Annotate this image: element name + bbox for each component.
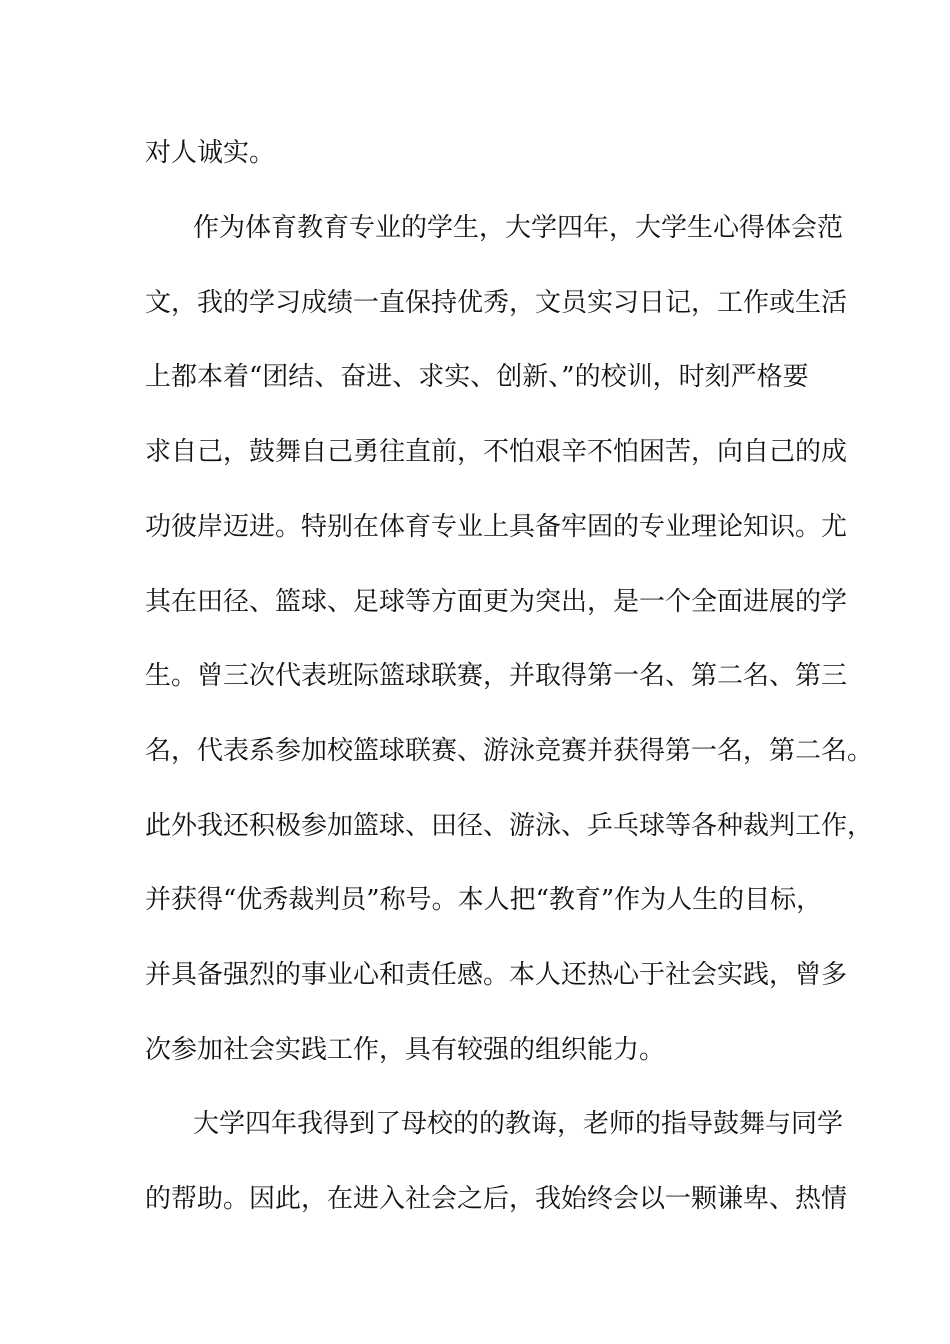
text-line: 对人诚实。 — [145, 138, 276, 168]
text-line: 名，代表系参加校篮球联赛、游泳竞赛并获得第一名，第二名。 — [145, 736, 874, 766]
text-line: 此外我还积极参加篮球、田径、游泳、乒乓球等各种裁判工作， — [145, 811, 874, 841]
paragraph-start-line: 大学四年我得到了母校的的教诲，老师的指导鼓舞与同学 — [193, 1109, 844, 1139]
paragraph-start-line: 作为体育教育专业的学生，大学四年，大学生心得体会范 — [193, 213, 844, 243]
text-line: 并获得“优秀裁判员”称号。本人把“教育”作为人生的目标， — [145, 885, 823, 915]
text-line: 次参加社会实践工作，具有较强的组织能力。 — [145, 1035, 666, 1065]
text-line: 其在田径、篮球、足球等方面更为突出，是一个全面进展的学 — [145, 587, 848, 617]
text-line: 的帮助。因此，在进入社会之后，我始终会以一颗谦卑、热情 — [145, 1184, 848, 1214]
text-line: 生。曾三次代表班际篮球联赛，并取得第一名、第二名、第三 — [145, 661, 848, 691]
text-line: 并具备强烈的事业心和责任感。本人还热心于社会实践，曾多 — [145, 960, 848, 990]
text-line: 文，我的学习成绩一直保持优秀，文员实习日记，工作或生活 — [145, 288, 848, 318]
text-line: 功彼岸迈进。特别在体育专业上具备牢固的专业理论知识。尤 — [145, 512, 848, 542]
text-line: 上都本着“团结、奋进、求实、创新、”的校训，时刻严格要 — [145, 362, 809, 392]
text-line: 求自己，鼓舞自己勇往直前，不怕艰辛不怕困苦，向自己的成 — [145, 437, 848, 467]
